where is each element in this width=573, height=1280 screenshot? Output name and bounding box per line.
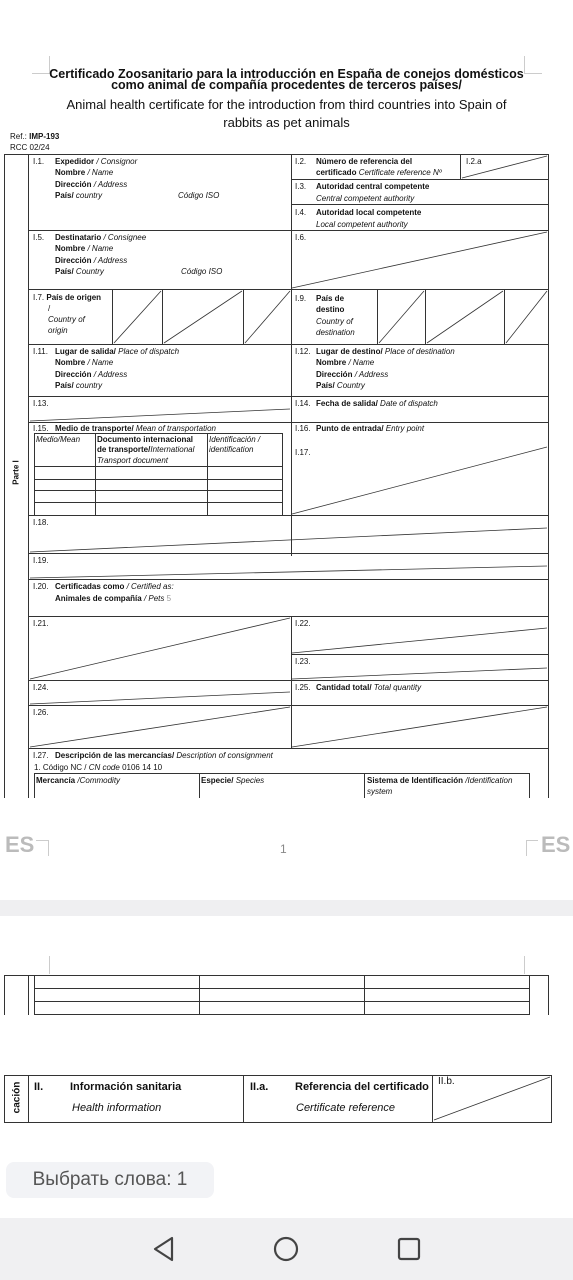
i15-col-id: Identificación / bbox=[209, 435, 261, 444]
i27-col-idsystem: Sistema de Identificación /Identification bbox=[367, 776, 513, 785]
i4-num: I.4. bbox=[295, 208, 307, 217]
i5-country: País/ Country bbox=[55, 267, 104, 276]
i7-en2: origin bbox=[48, 326, 68, 335]
i12-address: Dirección / Address bbox=[316, 370, 389, 379]
es-mark-left: ES bbox=[5, 832, 35, 857]
page-number: 1 bbox=[280, 842, 287, 856]
i20-num: I.20. bbox=[33, 582, 49, 591]
i14-num: I.14. bbox=[295, 399, 311, 408]
i14-title: Fecha de salida/ Date of dispatch bbox=[316, 399, 438, 408]
i20-title: Certificadas como / Certified as: bbox=[55, 582, 174, 591]
i9-en2: destination bbox=[316, 328, 355, 337]
i1-num: I.1. bbox=[33, 157, 45, 166]
i3-num: I.3. bbox=[295, 182, 307, 191]
title-es-line1: Certificado Zoosanitario para la introducción en España de conejos domésticos bbox=[49, 67, 524, 81]
i7-num: I.7. País de origen bbox=[33, 293, 102, 302]
title-es-line2: como animal de compañía procedentes de terceros países/ bbox=[111, 78, 462, 92]
i4-title-en: Local competent authority bbox=[316, 220, 408, 229]
i1-address: Dirección / Address bbox=[55, 180, 128, 189]
i27-col-idsystem2: system bbox=[367, 787, 393, 796]
i9-title1: País de bbox=[316, 294, 345, 303]
i12-num: I.12. bbox=[295, 347, 311, 356]
iia-title-en: Certificate reference bbox=[296, 1102, 396, 1114]
i1-name: Nombre / Name bbox=[55, 168, 114, 177]
i1-title: Expedidor / Consignor bbox=[55, 157, 138, 166]
i3-title: Autoridad central competente bbox=[316, 182, 430, 191]
i4-title: Autoridad local competente bbox=[316, 208, 422, 217]
iia-title: Referencia del certificado bbox=[295, 1081, 429, 1093]
i15-col-id2: identification bbox=[209, 445, 254, 454]
navigation-bar bbox=[0, 1218, 573, 1280]
i5-title: Destinatario / Consignee bbox=[55, 233, 147, 242]
i9-title2: destino bbox=[316, 305, 345, 314]
i24-num: I.24. bbox=[33, 683, 49, 692]
iib-label: II.b. bbox=[438, 1076, 455, 1087]
i6-num: I.6. bbox=[295, 233, 307, 242]
i27-code: 1. Código NC / CN code 0106 14 10 bbox=[34, 763, 163, 772]
i11-name: Nombre / Name bbox=[55, 358, 114, 367]
rcc-label: RCC 02/24 bbox=[10, 143, 50, 152]
i21-num: I.21. bbox=[33, 619, 49, 628]
i15-title: Medio de transporte/ Mean of transportation bbox=[55, 424, 216, 433]
i5-address: Dirección / Address bbox=[55, 256, 128, 265]
i23-num: I.23. bbox=[295, 657, 311, 666]
i7-en1: Country of bbox=[48, 315, 85, 324]
title-en-line1: Animal health certificate for the introduction from third countries into Spain of bbox=[66, 97, 507, 112]
part1-side-label: Parte I bbox=[11, 460, 21, 485]
i11-title: Lugar de salida/ Place of dispatch bbox=[55, 347, 180, 356]
es-mark-right: ES bbox=[541, 832, 571, 857]
part2-side-label: cación bbox=[11, 1081, 23, 1114]
i2-num: I.2. bbox=[295, 157, 307, 166]
back-icon[interactable] bbox=[150, 1235, 178, 1263]
i16-num: I.16. bbox=[295, 424, 311, 433]
i19-num: I.19. bbox=[33, 556, 49, 565]
i2-title2: certificado Certificate reference Nº bbox=[316, 168, 442, 177]
ii-title: Información sanitaria bbox=[70, 1081, 182, 1093]
select-words-button[interactable]: Выбрать слова: 1 bbox=[6, 1162, 214, 1198]
i11-num: I.11. bbox=[33, 347, 48, 356]
i3-title-en: Central competent authority bbox=[316, 194, 415, 203]
i9-en1: Country of bbox=[316, 317, 353, 326]
i16-title: Punto de entrada/ Entry point bbox=[316, 424, 425, 433]
ii-title-en: Health information bbox=[72, 1102, 162, 1114]
i27-col-commodity: Mercancía /Commodity bbox=[36, 776, 121, 785]
iia-num: II.a. bbox=[250, 1081, 269, 1093]
i2-title: Número de referencia del bbox=[316, 157, 413, 166]
title-en-line2: rabbits as pet animals bbox=[223, 115, 350, 130]
i26-num: I.26. bbox=[33, 708, 49, 717]
i27-title: Descripción de las mercancías/ Description of consignment bbox=[55, 751, 273, 760]
i25-title: Cantidad total/ Total quantity bbox=[316, 683, 422, 692]
i5-name: Nombre / Name bbox=[55, 244, 114, 253]
ref-line: Ref.: IMP-193 bbox=[10, 132, 60, 141]
i27-num: I.27. bbox=[33, 751, 49, 760]
i27-col-species: Especie/ Species bbox=[201, 776, 265, 785]
i12-title: Lugar de destino/ Place of destination bbox=[316, 347, 455, 356]
recents-icon[interactable] bbox=[395, 1235, 423, 1263]
i5-num: I.5. bbox=[33, 233, 45, 242]
i11-address: Dirección / Address bbox=[55, 370, 128, 379]
i15-num: I.15. bbox=[33, 424, 49, 433]
i15-col-mean: Medio/Mean bbox=[36, 435, 81, 444]
i18-num: I.18. bbox=[33, 518, 49, 527]
i11-country: País/ country bbox=[55, 381, 103, 390]
i20-sub: Animales de compañía / Pets 5 bbox=[55, 594, 172, 603]
i12-country: País/ Country bbox=[316, 381, 365, 390]
i15-col-doc: Documento internacional bbox=[97, 435, 194, 444]
i5-iso: Código ISO bbox=[181, 267, 223, 276]
i1-iso: Código ISO bbox=[178, 191, 220, 200]
ii-num: II. bbox=[34, 1081, 44, 1093]
i15-col-doc3: Transport document bbox=[97, 456, 168, 465]
i22-num: I.22. bbox=[295, 619, 311, 628]
i7-slash: / bbox=[48, 304, 51, 313]
i17-num: I.17. bbox=[295, 448, 311, 457]
i1-country: País/ country bbox=[55, 191, 103, 200]
i9-num: I.9. bbox=[295, 294, 307, 303]
i25-num: I.25. bbox=[295, 683, 311, 692]
home-icon[interactable] bbox=[272, 1235, 300, 1263]
i13-num: I.13. bbox=[33, 399, 49, 408]
i2a-label: I.2.a bbox=[466, 157, 482, 166]
i15-col-doc2: de transporte/International bbox=[97, 445, 195, 454]
i12-name: Nombre / Name bbox=[316, 358, 375, 367]
